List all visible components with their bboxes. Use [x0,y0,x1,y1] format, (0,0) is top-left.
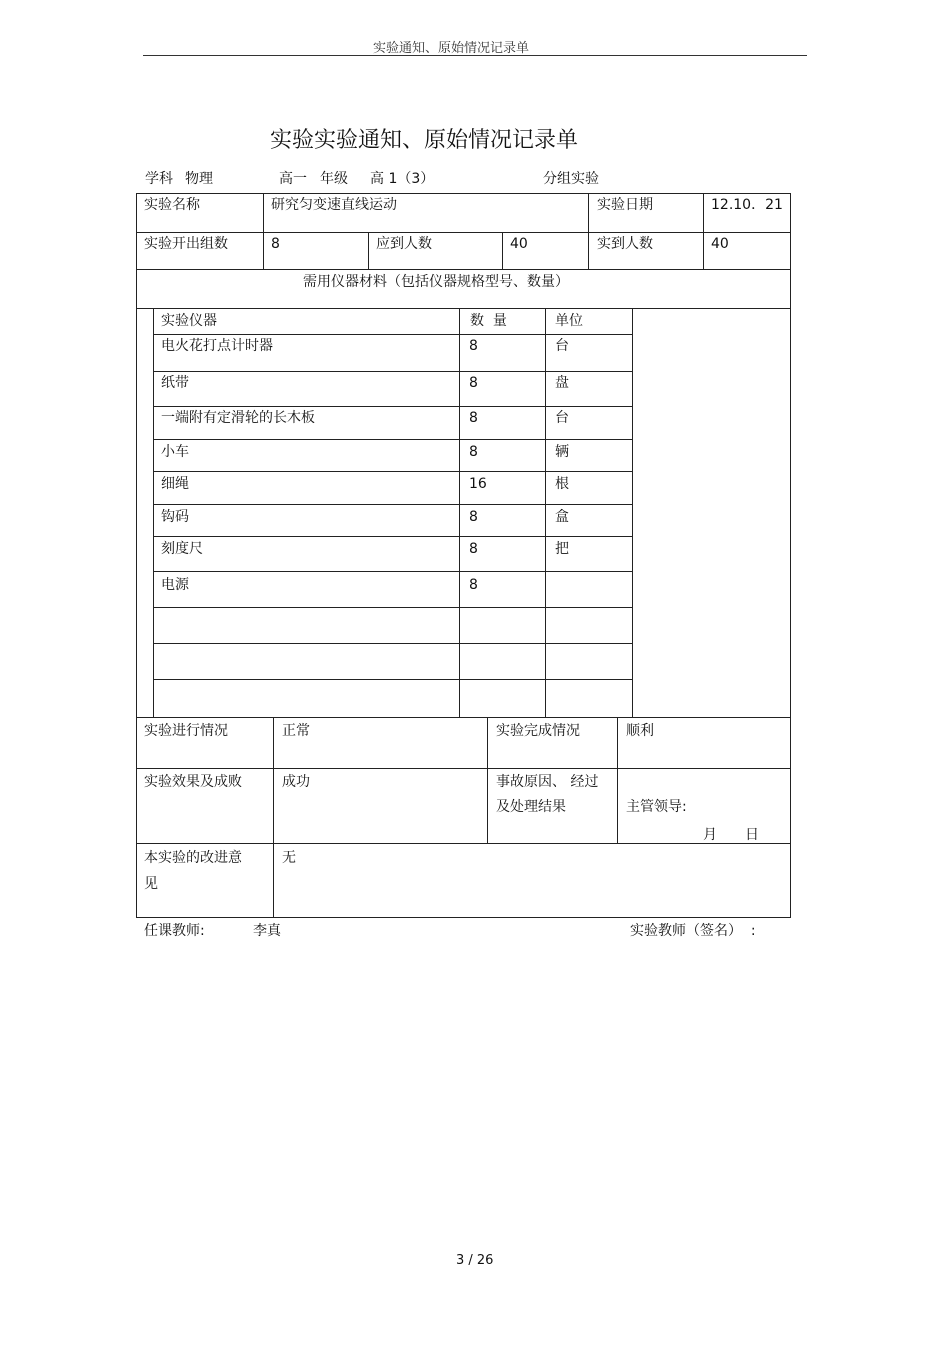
header-rule [143,55,807,56]
equipment-row-name: 细绳 [161,476,189,492]
groups-value: 8 [271,236,280,252]
improvement-label-line1: 本实验的改进意 [144,850,242,866]
equipment-row-qty: 8 [469,577,478,593]
equipment-row-name: 刻度尺 [161,541,203,557]
equipment-row-unit: 根 [555,476,569,492]
completion-label: 实验完成情况 [496,723,580,739]
equipment-row-qty: 8 [469,444,478,460]
progress-label: 实验进行情况 [144,723,228,739]
grade-label: 年级 [320,171,348,187]
progress-value: 正常 [282,723,310,739]
class-value: 高 1（3） [370,171,435,187]
experiment-date: 12.10．21 [711,197,783,213]
expected-label: 应到人数 [376,236,432,252]
equipment-row-unit: 盒 [555,509,569,525]
supervisor-label: 主管领导: [626,799,687,815]
equipment-row-unit: 台 [555,338,569,354]
improvement-value: 无 [282,850,296,866]
experiment-name: 研究匀变速直线运动 [271,197,397,213]
record-form [136,193,791,918]
equipment-row-name: 小车 [161,444,189,460]
accident-label-line2: 及处理结果 [496,799,566,815]
expected-value: 40 [510,236,528,252]
groups-label: 实验开出组数 [144,236,228,252]
experiment-date-label: 实验日期 [597,197,653,213]
lab-teacher-label: 实验教师（签名） : [630,923,756,939]
actual-label: 实到人数 [597,236,653,252]
grade-value: 高一 [279,171,307,187]
equipment-row-qty: 8 [469,541,478,557]
equipment-row-name: 电源 [161,577,189,593]
month-label: 月 [703,827,717,843]
materials-heading: 需用仪器材料（包括仪器规格型号、数量） [303,274,569,290]
equipment-row-name: 纸带 [161,375,189,391]
equipment-row-unit: 辆 [555,444,569,460]
equipment-header-name: 实验仪器 [161,313,217,329]
effect-value: 成功 [282,774,310,790]
effect-label: 实验效果及成败 [144,774,242,790]
equipment-row-qty: 8 [469,375,478,391]
equipment-row-qty: 8 [469,410,478,426]
equipment-row-name: 钩码 [161,509,189,525]
equipment-row-qty: 16 [469,476,487,492]
improvement-label-line2: 见 [144,876,158,892]
equipment-row-unit: 把 [555,541,569,557]
equipment-row-qty: 8 [469,338,478,354]
equipment-row-unit: 盘 [555,375,569,391]
equipment-header-qty: 数 量 [470,313,507,329]
page-number: 3 / 26 [456,1253,494,1268]
equipment-header-unit: 单位 [555,313,583,329]
running-header: 实验通知、原始情况记录单 [373,41,530,56]
actual-value: 40 [711,236,729,252]
experiment-type: 分组实验 [543,171,599,187]
day-label: 日 [745,827,759,843]
accident-label-line1: 事故原因、 经过 [496,774,599,790]
equipment-row-name: 电火花打点计时器 [161,338,273,354]
teacher-label: 任课教师: [144,923,205,939]
subject-value: 物理 [185,171,213,187]
teacher-name: 李真 [253,923,281,939]
equipment-row-name: 一端附有定滑轮的长木板 [161,410,315,426]
page-title: 实验实验通知、原始情况记录单 [270,128,579,153]
experiment-name-label: 实验名称 [144,197,200,213]
equipment-row-unit: 台 [555,410,569,426]
equipment-row-qty: 8 [469,509,478,525]
subject-label: 学科 [145,171,173,187]
completion-value: 顺利 [626,723,654,739]
